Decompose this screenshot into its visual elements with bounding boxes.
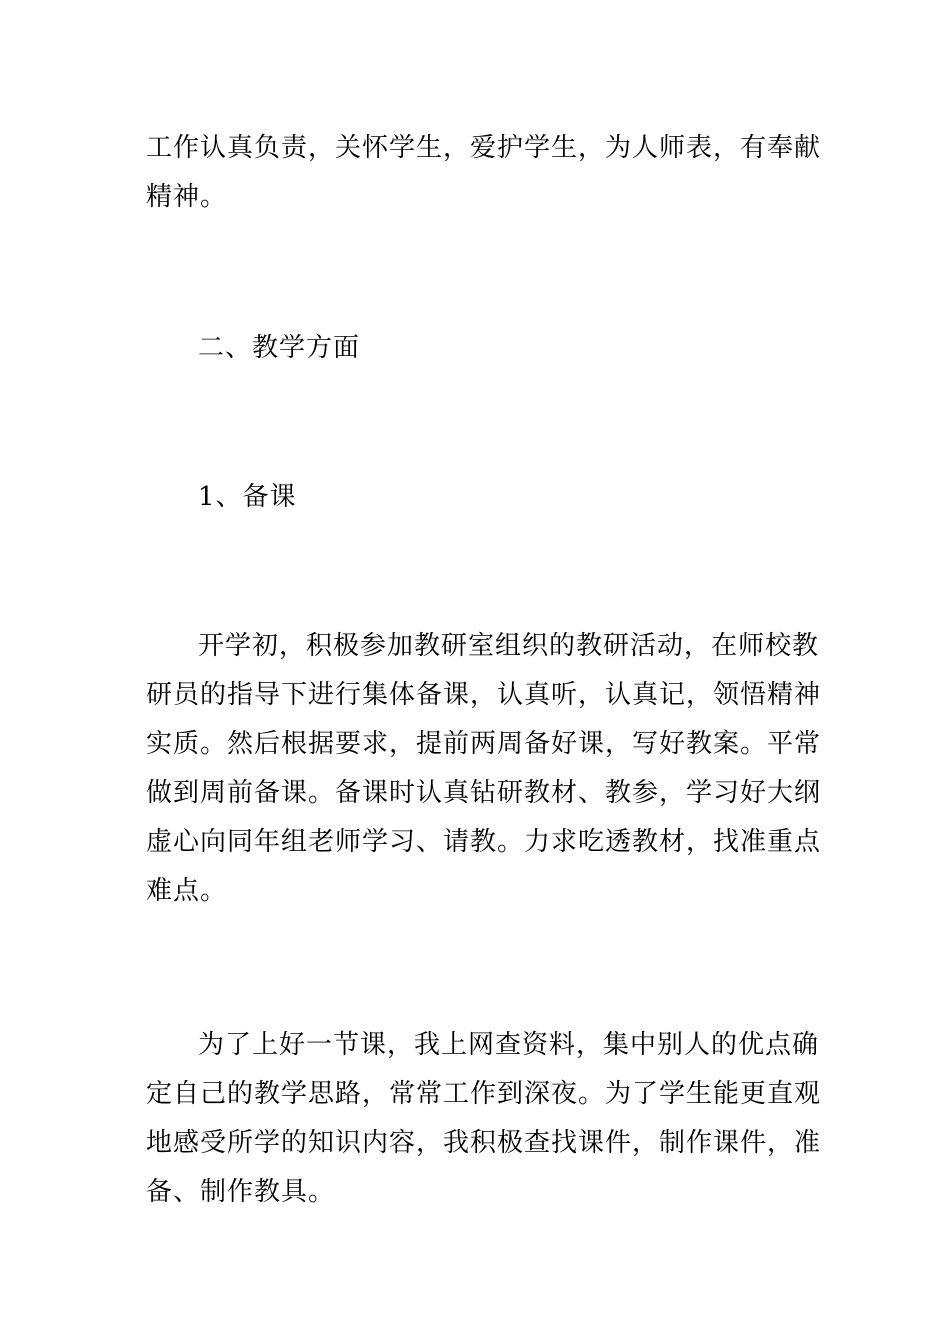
section-heading: 二、教学方面 xyxy=(198,333,361,363)
text-line: 工作认真负责，关怀学生，爱护学生，为人师表，有奉献 xyxy=(146,133,822,163)
text-line: 地感受所学的知识内容，我积极查找课件，制作课件，准 xyxy=(146,1128,822,1158)
subsection-heading: 1、备课 xyxy=(198,482,297,512)
paragraph-lesson-prep xyxy=(146,622,822,916)
text-line: 为了上好一节课，我上网查资料，集中别人的优点确 xyxy=(198,1030,820,1060)
text-line: 难点。 xyxy=(146,876,228,906)
section-heading-teaching xyxy=(146,324,808,373)
text-line: 研员的指导下进行集体备课，认真听，认真记，领悟精神 xyxy=(146,680,822,710)
paragraph-class-preparation xyxy=(146,1021,822,1217)
text-line: 定自己的教学思路，常常工作到深夜。为了学生能更直观 xyxy=(146,1079,822,1109)
text-line: 精神。 xyxy=(146,182,228,212)
text-line: 开学初，积极参加教研室组织的教研活动，在师校教 xyxy=(198,631,820,661)
text-line: 实质。然后根据要求，提前两周备好课，写好教案。平常 xyxy=(146,729,822,759)
text-line: 做到周前备课。备课时认真钻研教材、教参，学习好大纲 xyxy=(146,778,822,808)
subsection-heading-lesson-prep xyxy=(146,473,808,522)
text-line: 虚心向同年组老师学习、请教。力求吃透教材，找准重点 xyxy=(146,827,822,857)
paragraph-teacher-conduct xyxy=(146,124,822,222)
text-line: 备、制作教具。 xyxy=(146,1177,336,1207)
